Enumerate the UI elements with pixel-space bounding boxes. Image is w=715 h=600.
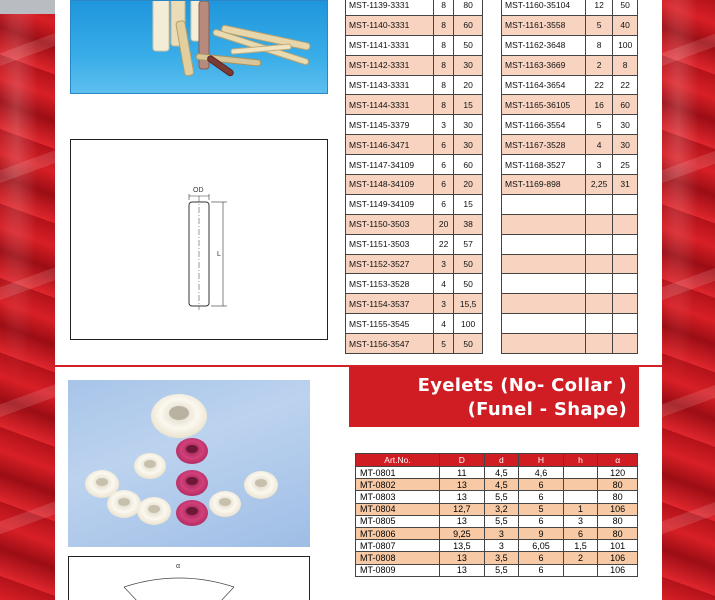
value-cell: 50: [454, 254, 483, 274]
tube-technical-drawing: [70, 139, 328, 340]
eyelets-header-cell: h: [563, 454, 598, 467]
art-no-cell: MST-1164-3654: [502, 75, 586, 95]
art-no-cell: MST-1152-3527: [346, 254, 434, 274]
table-row: [346, 194, 483, 214]
value-cell: 5: [585, 115, 612, 135]
value-cell: [563, 479, 598, 491]
art-no-cell: MST-1145-3379: [346, 115, 434, 135]
table-row: [346, 115, 483, 135]
value-cell: 5: [434, 334, 454, 354]
value-cell: 106: [598, 564, 638, 576]
value-cell: 80: [598, 491, 638, 503]
eyelets-title: Eyelets (No- Collar ): [417, 375, 627, 396]
top-left-gray-strip: [0, 0, 55, 14]
value-cell: 5: [585, 15, 612, 35]
value-cell: 2,25: [585, 175, 612, 195]
value-cell: 30: [613, 135, 638, 155]
art-no-cell: MT-0806: [356, 527, 440, 539]
art-no-cell: MST-1161-3558: [502, 15, 586, 35]
value-cell: 8: [613, 55, 638, 75]
value-cell: [563, 467, 598, 479]
eyelets-header-cell: H: [519, 454, 564, 467]
table-row: [346, 294, 483, 314]
table-row: [502, 254, 638, 274]
value-cell: 3: [563, 515, 598, 527]
value-cell: 8: [434, 95, 454, 115]
table-row: [502, 314, 638, 334]
table-row: [356, 552, 638, 564]
art-no-cell: MST-1141-3331: [346, 35, 434, 55]
table-row: [346, 75, 483, 95]
value-cell: 50: [454, 35, 483, 55]
art-no-cell: MST-1169-898: [502, 175, 586, 195]
value-cell: 2: [585, 55, 612, 75]
value-cell: 20: [434, 214, 454, 234]
table-row: [356, 479, 638, 491]
table-row: [356, 515, 638, 527]
table-row: [346, 35, 483, 55]
value-cell: [563, 564, 598, 576]
art-no-cell: MST-1150-3503: [346, 214, 434, 234]
art-no-cell: MST-1140-3331: [346, 15, 434, 35]
table-row: [346, 135, 483, 155]
table-row: [502, 334, 638, 354]
table-row: [502, 0, 638, 15]
table-row: [346, 0, 483, 15]
value-cell: 106: [598, 503, 638, 515]
art-no-cell: MST-1153-3528: [346, 274, 434, 294]
art-no-cell: MST-1142-3331: [346, 55, 434, 75]
table-row: [502, 214, 638, 234]
value-cell: 3,2: [484, 503, 519, 515]
value-cell: [613, 274, 638, 294]
art-no-cell: [502, 314, 586, 334]
value-cell: [613, 254, 638, 274]
value-cell: 30: [454, 135, 483, 155]
value-cell: 5,5: [484, 515, 519, 527]
value-cell: [585, 314, 612, 334]
value-cell: [585, 214, 612, 234]
value-cell: 120: [598, 467, 638, 479]
table-row: [356, 527, 638, 539]
value-cell: 60: [454, 155, 483, 175]
eyelets-header-cell: d: [484, 454, 519, 467]
value-cell: 6,05: [519, 540, 564, 552]
eyelets-photo: [68, 380, 310, 547]
eyelets-subtitle: (Funel - Shape): [467, 399, 627, 420]
left-spec-table: [345, 0, 483, 354]
right-border-sheen: [662, 0, 715, 600]
value-cell: 8: [434, 75, 454, 95]
eyelets-header-cell: D: [440, 454, 485, 467]
value-cell: 57: [454, 234, 483, 254]
value-cell: 11: [440, 467, 485, 479]
value-cell: 12,7: [440, 503, 485, 515]
tube-shapes: [153, 1, 311, 77]
art-no-cell: MST-1156-3547: [346, 334, 434, 354]
art-no-cell: MST-1160-35104: [502, 0, 586, 15]
value-cell: 60: [613, 95, 638, 115]
table-row: [346, 334, 483, 354]
art-no-cell: MT-0801: [356, 467, 440, 479]
value-cell: 60: [454, 15, 483, 35]
value-cell: 4,5: [484, 467, 519, 479]
table-row: [346, 314, 483, 334]
value-cell: [585, 274, 612, 294]
value-cell: 8: [585, 35, 612, 55]
right-spec-table: [501, 0, 638, 354]
value-cell: 4: [434, 274, 454, 294]
value-cell: [613, 214, 638, 234]
value-cell: 6: [519, 515, 564, 527]
art-no-cell: MST-1148-34109: [346, 175, 434, 195]
art-no-cell: MST-1155-3545: [346, 314, 434, 334]
art-no-cell: MST-1149-34109: [346, 194, 434, 214]
table-row: [502, 75, 638, 95]
table-row: [346, 254, 483, 274]
value-cell: 80: [598, 479, 638, 491]
table-row: [346, 274, 483, 294]
table-row: [502, 55, 638, 75]
value-cell: [613, 234, 638, 254]
value-cell: 20: [454, 75, 483, 95]
art-no-cell: MST-1165-36105: [502, 95, 586, 115]
eyelets-title-banner: [349, 367, 639, 427]
art-no-cell: MT-0803: [356, 491, 440, 503]
table-row: [502, 135, 638, 155]
value-cell: 4: [585, 135, 612, 155]
value-cell: 1: [563, 503, 598, 515]
value-cell: 3: [585, 155, 612, 175]
value-cell: 50: [454, 274, 483, 294]
table-row: [346, 95, 483, 115]
table-row: [346, 155, 483, 175]
length-label: L: [217, 251, 221, 258]
table-row: [502, 194, 638, 214]
art-no-cell: MT-0807: [356, 540, 440, 552]
value-cell: 1,5: [563, 540, 598, 552]
eyelet-technical-drawing: [68, 556, 310, 600]
value-cell: [585, 234, 612, 254]
value-cell: 6: [519, 491, 564, 503]
value-cell: 6: [434, 135, 454, 155]
value-cell: [585, 194, 612, 214]
art-no-cell: [502, 334, 586, 354]
art-no-cell: MST-1139-3331: [346, 0, 434, 15]
value-cell: 13: [440, 491, 485, 503]
value-cell: 80: [454, 0, 483, 15]
table-row: [356, 564, 638, 576]
table-row: [356, 491, 638, 503]
table-row: [502, 294, 638, 314]
art-no-cell: MST-1167-3528: [502, 135, 586, 155]
art-no-cell: MST-1163-3669: [502, 55, 586, 75]
value-cell: 3: [484, 540, 519, 552]
value-cell: [585, 294, 612, 314]
value-cell: 80: [598, 515, 638, 527]
value-cell: 16: [585, 95, 612, 115]
eyelets-header-cell: α: [598, 454, 638, 467]
art-no-cell: MST-1143-3331: [346, 75, 434, 95]
value-cell: 15: [454, 95, 483, 115]
table-row: [346, 234, 483, 254]
art-no-cell: MST-1151-3503: [346, 234, 434, 254]
value-cell: [613, 294, 638, 314]
value-cell: 13: [440, 515, 485, 527]
art-no-cell: MST-1144-3331: [346, 95, 434, 115]
table-row: [502, 234, 638, 254]
table-row: [502, 175, 638, 195]
value-cell: 12: [585, 0, 612, 15]
value-cell: 13: [440, 564, 485, 576]
alpha-label: α: [176, 563, 181, 570]
value-cell: 31: [613, 175, 638, 195]
art-no-cell: [502, 194, 586, 214]
value-cell: 8: [434, 0, 454, 15]
value-cell: 13: [440, 479, 485, 491]
value-cell: 2: [563, 552, 598, 564]
art-no-cell: [502, 214, 586, 234]
value-cell: [613, 194, 638, 214]
value-cell: 6: [563, 527, 598, 539]
value-cell: 13,5: [440, 540, 485, 552]
ceramic-tubes-photo: [70, 0, 328, 94]
table-row: [356, 503, 638, 515]
value-cell: 40: [613, 15, 638, 35]
value-cell: 4,5: [484, 479, 519, 491]
value-cell: 22: [613, 75, 638, 95]
value-cell: 3: [434, 254, 454, 274]
value-cell: 9,25: [440, 527, 485, 539]
table-row: [356, 467, 638, 479]
value-cell: [613, 334, 638, 354]
art-no-cell: MT-0809: [356, 564, 440, 576]
value-cell: 101: [598, 540, 638, 552]
table-row: [502, 155, 638, 175]
value-cell: 100: [454, 314, 483, 334]
value-cell: 6: [434, 175, 454, 195]
art-no-cell: [502, 234, 586, 254]
value-cell: 80: [598, 527, 638, 539]
value-cell: 22: [434, 234, 454, 254]
value-cell: 30: [454, 115, 483, 135]
value-cell: 106: [598, 552, 638, 564]
value-cell: 6: [519, 564, 564, 576]
table-row: [502, 35, 638, 55]
value-cell: 6: [434, 155, 454, 175]
od-label: OD: [193, 187, 204, 194]
table-row: [502, 95, 638, 115]
art-no-cell: [502, 294, 586, 314]
eyelets-table: [355, 453, 638, 577]
value-cell: 5,5: [484, 564, 519, 576]
value-cell: 8: [434, 35, 454, 55]
table-row: [502, 274, 638, 294]
value-cell: 8: [434, 55, 454, 75]
value-cell: 6: [519, 552, 564, 564]
value-cell: 25: [613, 155, 638, 175]
value-cell: [613, 314, 638, 334]
value-cell: 5,5: [484, 491, 519, 503]
value-cell: 3: [434, 294, 454, 314]
art-no-cell: MST-1154-3537: [346, 294, 434, 314]
value-cell: 100: [613, 35, 638, 55]
value-cell: 4: [434, 314, 454, 334]
art-no-cell: MST-1162-3648: [502, 35, 586, 55]
value-cell: 15: [454, 194, 483, 214]
table-row: [502, 15, 638, 35]
art-no-cell: MST-1147-34109: [346, 155, 434, 175]
art-no-cell: [502, 254, 586, 274]
value-cell: 15,5: [454, 294, 483, 314]
value-cell: 13: [440, 552, 485, 564]
art-no-cell: MT-0805: [356, 515, 440, 527]
value-cell: 5: [519, 503, 564, 515]
table-row: [346, 175, 483, 195]
art-no-cell: MT-0802: [356, 479, 440, 491]
value-cell: 30: [613, 115, 638, 135]
table-row: [346, 214, 483, 234]
value-cell: 9: [519, 527, 564, 539]
left-border-sheen: [0, 0, 55, 600]
value-cell: 4,6: [519, 467, 564, 479]
value-cell: 6: [434, 194, 454, 214]
value-cell: 38: [454, 214, 483, 234]
art-no-cell: MST-1146-3471: [346, 135, 434, 155]
value-cell: 3: [484, 527, 519, 539]
eyelets-header-cell: Art.No.: [356, 454, 440, 467]
value-cell: 20: [454, 175, 483, 195]
art-no-cell: MT-0804: [356, 503, 440, 515]
value-cell: [585, 254, 612, 274]
value-cell: 6: [519, 479, 564, 491]
value-cell: 22: [585, 75, 612, 95]
value-cell: [585, 334, 612, 354]
value-cell: 30: [454, 55, 483, 75]
value-cell: 3,5: [484, 552, 519, 564]
value-cell: [563, 491, 598, 503]
art-no-cell: MST-1166-3554: [502, 115, 586, 135]
table-row: [502, 115, 638, 135]
value-cell: 8: [434, 15, 454, 35]
table-row: [346, 15, 483, 35]
value-cell: 3: [434, 115, 454, 135]
art-no-cell: MST-1168-3527: [502, 155, 586, 175]
table-row: [356, 540, 638, 552]
art-no-cell: MT-0808: [356, 552, 440, 564]
value-cell: 50: [613, 0, 638, 15]
art-no-cell: [502, 274, 586, 294]
table-row: [346, 55, 483, 75]
value-cell: 50: [454, 334, 483, 354]
